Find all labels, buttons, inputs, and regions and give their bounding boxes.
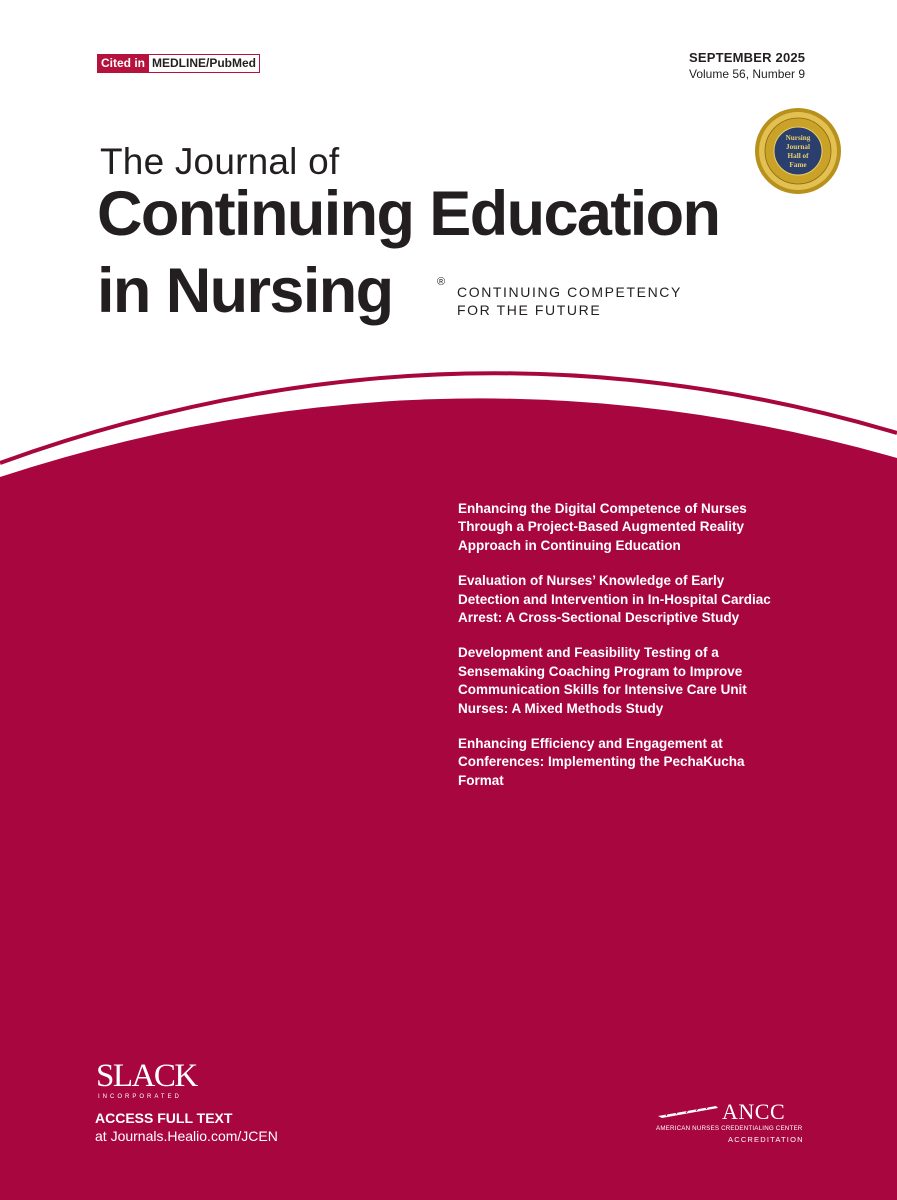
- journal-url: at Journals.Healio.com/JCEN: [95, 1128, 278, 1144]
- journal-title-line-2: Continuing Education: [97, 179, 720, 249]
- access-full-text-label: ACCESS FULL TEXT: [95, 1110, 233, 1126]
- article-title: Development and Feasibility Testing of a Sensemaking Coaching Program to Improve Communication Skills for Intensive Care Unit Nurses: A Mixed Methods Study: [458, 645, 747, 716]
- article-title: Evaluation of Nurses’ Knowledge of Early Detection and Intervention in In-Hospital Cardiac Arrest: A Cross-Sectional Descriptive Study: [458, 573, 771, 626]
- issue-volume: Volume 56, Number 9: [689, 67, 806, 81]
- slack-logo-subtitle: INCORPORATED: [98, 1094, 182, 1100]
- seal-text-3: Hall of: [787, 152, 809, 160]
- medline-label: MEDLINE/PubMed: [149, 55, 259, 72]
- article-title: Enhancing Efficiency and Engagement at Conferences: Implementing the PechaKucha Format: [458, 736, 745, 788]
- ancc-full-name: AMERICAN NURSES CREDENTIALING CENTER: [656, 1125, 803, 1132]
- journal-title-line-1: The Journal of: [100, 141, 340, 182]
- article-list: [458, 500, 788, 807]
- ancc-logo-text: ANCC: [722, 1099, 786, 1124]
- article-title: Enhancing the Digital Competence of Nurses Through a Project-Based Augmented Reality Approach in Continuing Education: [458, 501, 747, 553]
- registered-mark: ®: [437, 276, 446, 288]
- issue-date: SEPTEMBER 2025: [689, 50, 806, 65]
- award-seal-icon: [754, 107, 842, 195]
- tagline: [457, 283, 717, 319]
- seal-text-1: Nursing: [785, 134, 811, 142]
- tagline-line-1: CONTINUING COMPETENCY: [457, 284, 682, 300]
- cited-in-label: Cited in: [98, 55, 149, 72]
- ancc-accreditation-label: ACCREDITATION: [728, 1135, 804, 1144]
- journal-title-line-3: in Nursing: [97, 256, 393, 326]
- seal-text-4: Fame: [789, 161, 807, 169]
- ancc-feather-icon: [656, 1104, 720, 1120]
- slack-logo: SLACK: [96, 1058, 197, 1094]
- seal-text-2: Journal: [786, 143, 810, 151]
- tagline-line-2: FOR THE FUTURE: [457, 302, 602, 318]
- medline-badge: [97, 54, 260, 73]
